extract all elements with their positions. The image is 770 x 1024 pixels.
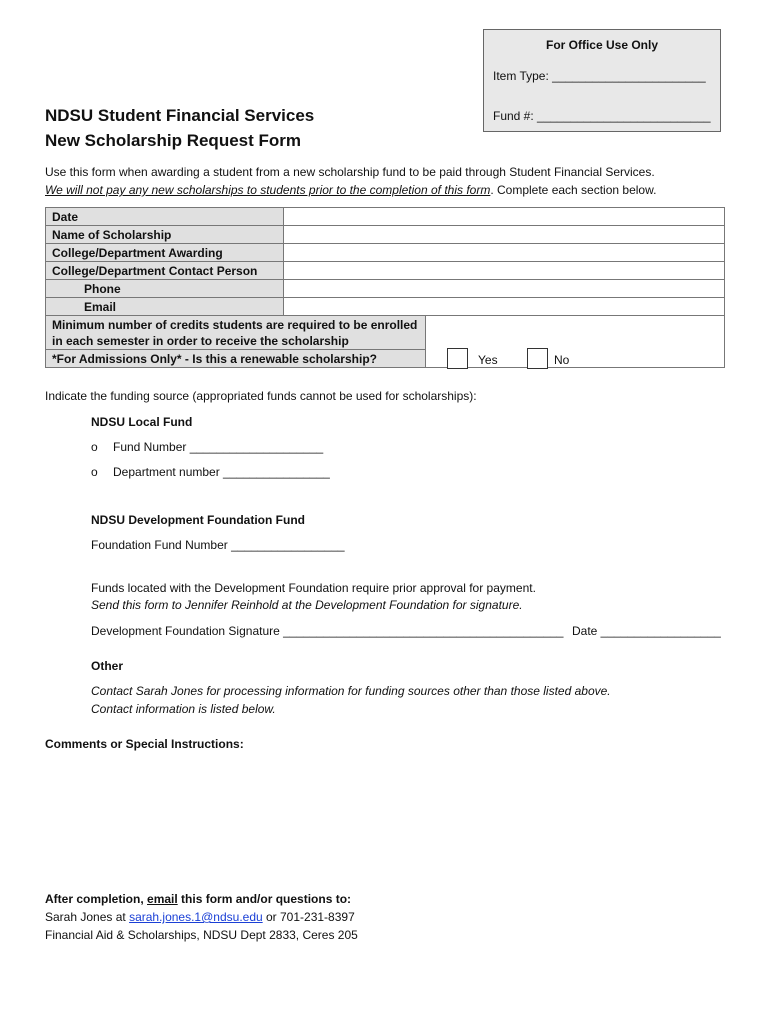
renewable-yes-label: Yes [478, 353, 498, 367]
row-label-college-awarding: College/Department Awarding [46, 244, 284, 262]
bullet-marker: o [91, 465, 98, 479]
row-label-email: Email [46, 298, 284, 316]
comments-label: Comments or Special Instructions: [45, 737, 244, 751]
row-label-date: Date [46, 208, 284, 226]
other-heading: Other [91, 659, 124, 673]
table-row [46, 226, 725, 244]
contact-person-input-cell[interactable] [284, 262, 725, 280]
funding-source-instruction: Indicate the funding source (appropriated funds cannot be used for scholarships): [45, 389, 477, 403]
intro-warning: We will not pay any new scholarships to students prior to the completion of this form [45, 183, 491, 197]
after-completion-prefix: After completion, [45, 892, 148, 906]
email-word: email [147, 892, 178, 906]
after-completion-suffix: this form and/or questions to: [177, 892, 352, 906]
table-row [46, 280, 725, 298]
date-input-cell[interactable] [284, 208, 725, 226]
contact-phone: or 701-231-8397 [262, 910, 355, 924]
other-note-line2: Contact information is listed below. [91, 702, 276, 716]
item-type-field[interactable]: Item Type: _______________________ [493, 69, 706, 83]
table-row [46, 244, 725, 262]
form-title-line2: New Scholarship Request Form [45, 131, 301, 150]
department-number-field[interactable]: Department number ________________ [113, 465, 330, 479]
bullet-marker: o [91, 440, 98, 454]
contact-line [45, 910, 355, 924]
office-use-title: For Office Use Only [545, 38, 659, 52]
development-fund-heading: NDSU Development Foundation Fund [91, 513, 305, 527]
renewable-no-checkbox[interactable] [527, 348, 548, 369]
renewable-yes-checkbox[interactable] [447, 348, 468, 369]
table-row [46, 316, 725, 350]
foundation-date-field[interactable]: Date __________________ [572, 624, 721, 638]
min-credits-input-cell[interactable] [426, 316, 725, 368]
row-label-scholarship-name: Name of Scholarship [46, 226, 284, 244]
phone-input-cell[interactable] [284, 280, 725, 298]
form-title-line1: NDSU Student Financial Services [45, 106, 315, 125]
row-label-phone: Phone [46, 280, 284, 298]
college-awarding-input-cell[interactable] [284, 244, 725, 262]
local-fund-heading: NDSU Local Fund [91, 415, 193, 429]
intro-line-2 [45, 183, 656, 197]
office-use-box [483, 29, 721, 132]
table-row [46, 208, 725, 226]
table-row [46, 298, 725, 316]
fund-number-field[interactable]: Fund Number ____________________ [113, 440, 324, 454]
office-address: Financial Aid & Scholarships, NDSU Dept 2833, Ceres 205 [45, 928, 358, 942]
table-row [46, 262, 725, 280]
contact-email-link[interactable]: sarah.jones.1@ndsu.edu [129, 910, 263, 924]
email-input-cell[interactable] [284, 298, 725, 316]
after-completion-line [45, 892, 351, 906]
contact-prefix: Sarah Jones at [45, 910, 130, 924]
approval-note: Funds located with the Development Foundation require prior approval for payment. [91, 581, 536, 595]
row-label-contact-person: College/Department Contact Person [46, 262, 284, 280]
row-label-min-credits: Minimum number of credits students are required to be enrolled in each semester in order to receive the scholarship [46, 316, 426, 350]
other-note-line1: Contact Sarah Jones for processing information for funding sources other than those listed above. [91, 684, 611, 698]
scholarship-info-table [45, 207, 725, 368]
intro-line-1: Use this form when awarding a student from a new scholarship fund to be paid through Student Financial Services. [45, 165, 655, 179]
row-label-renewable: *For Admissions Only* - Is this a renewable scholarship? [46, 350, 426, 368]
comments-area[interactable] [45, 756, 724, 886]
scholarship-name-input-cell[interactable] [284, 226, 725, 244]
intro-instruction: . Complete each section below. [490, 183, 657, 197]
foundation-fund-number-field[interactable]: Foundation Fund Number _________________ [91, 538, 345, 552]
renewable-no-label: No [554, 353, 570, 367]
foundation-signature-field[interactable]: Development Foundation Signature __________________________________________ [91, 624, 564, 638]
send-form-note: Send this form to Jennifer Reinhold at the Development Foundation for signature. [91, 598, 523, 612]
fund-number-field[interactable]: Fund #: __________________________ [493, 109, 711, 123]
